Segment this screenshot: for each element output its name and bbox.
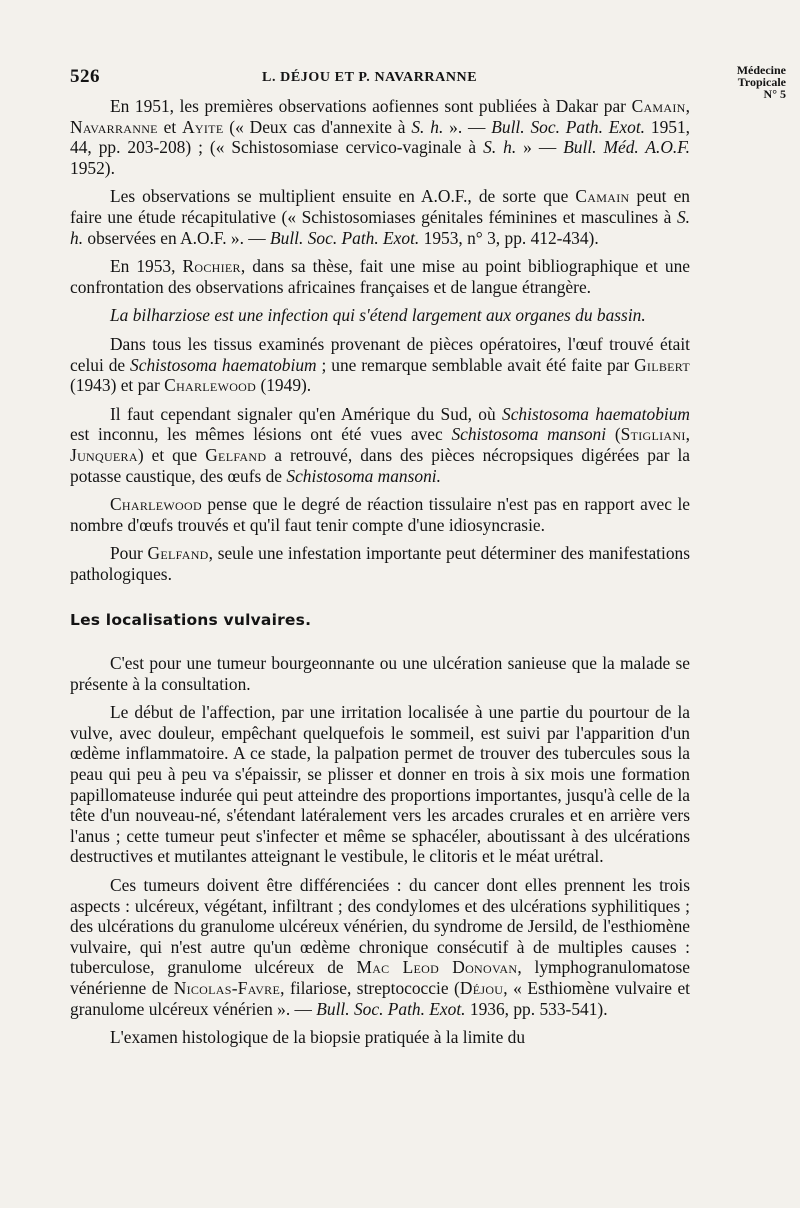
journal-citation: Bull. Soc. Path. Exot.: [316, 998, 466, 1019]
paragraph-italic-statement: La bilharziose est une infection qui s'étend largement aux organes du bassin.: [110, 305, 646, 326]
author-name: Camain: [631, 96, 686, 116]
author-name: Nicolas-Favre: [173, 977, 281, 998]
paragraph-differential-diagnosis: Ces tumeurs doivent être différenciées : du cancer dont elles prennent les trois aspects : ulcéreux, végétant, infiltrant ; des condylomes et des ulcérations syphilitiques ; des ulcérations du granulome ulcéreux vénérien, du syndrome de Jersild, de l'esthiomène vulvaire, qui n'est autre qu'un œdème chronique consécutif à de multiples causes : tuberculose, granulome ulcéreux de Mac Leod Donovan, lymphogranulomatose vénérienne de Nicolas-Favre, filariose, streptococcie (Déjou, « Esthiomène vulvaire et granulome ulcéreux vénérien ». — Bull. Soc. Path. Exot. 1936, pp. 533-541).: [70, 875, 691, 1019]
author-name: Charlewood: [110, 494, 202, 515]
journal-tag-line1: Médecine: [736, 63, 786, 77]
author-name: Rochier: [182, 256, 241, 277]
journal-citation: Bull. Soc. Path. Exot.: [491, 116, 646, 137]
italic-term: Schistosoma mansoni.: [286, 465, 441, 486]
section-heading: Les localisations vulvaires.: [70, 611, 312, 630]
author-name: Gelfand: [147, 543, 209, 564]
paragraph-rochier-thesis: En 1953, Rochier, dans sa thèse, fait une mise au point bibliographique et une confrontation des observations africaines françaises et de langue étrangère.: [70, 256, 690, 297]
italic-term: S. h.: [411, 116, 444, 137]
italic-term: Schistosoma haematobium: [502, 403, 690, 424]
italic-term: Schistosoma haematobium: [130, 354, 317, 375]
journal-citation: Bull. Méd. A.O.F.: [563, 137, 690, 158]
author-name: Ayite: [182, 116, 224, 137]
page-number: 526: [70, 66, 100, 87]
paragraph-histology: L'examen histologique de la biopsie pratiquée à la limite du: [110, 1027, 526, 1048]
italic-term: S. h.: [70, 206, 690, 248]
author-name: Gelfand: [205, 444, 267, 465]
paragraph-consultation: C'est pour une tumeur bourgeonnante ou une ulcération sanieuse que la malade se présente à la consultation.: [70, 653, 690, 694]
paragraph-south-america: Il faut cependant signaler qu'en Amérique du Sud, où Schistosoma haematobium est inconnu, les mêmes lésions ont été vues avec Schistosoma mansoni (Stigliani, Junquera) et que Gelfand a retrouvé, dans des pièces nécropsiques digérées par la potasse caustique, des œufs de Schistosoma mansoni.: [70, 403, 690, 486]
running-head-authors: L. DÉJOU ET P. NAVARRANNE: [262, 70, 478, 85]
italic-term: S. h.: [483, 137, 517, 158]
journal-citation: Bull. Soc. Path. Exot.: [270, 227, 420, 248]
author-name: Charlewood: [164, 375, 257, 396]
journal-tag: [706, 64, 786, 100]
paragraph-gelfand: Pour Gelfand, seule une infestation importante peut déterminer des manifestations pathologiques.: [70, 543, 690, 584]
journal-tag-line2: Tropicale: [737, 75, 786, 89]
author-name: Mac Leod Donovan: [356, 957, 518, 978]
author-name: Stigliani: [620, 424, 686, 445]
paragraph-disease-onset: Le début de l'affection, par une irritation localisée à une partie du pourtour de la vulve, avec douleur, empêchant quelquefois le sommeil, est suivi par l'apparition d'un œdème inflammatoire. A ce stade, la palpation permet de trouver des tubercules sous la peau qui peu à peu va s'épaissir, se plisser et donner en trois à six mois une formation papillomateuse indurée qui peut atteindre des proportions importantes, jusqu'à celle de la tête d'un nouveau-né, s'étendant latéralement vers les arcades crurales et en arrière vers l'anus ; cette tumeur peut s'infecter et même se sphacéler, aboutissant à des ulcérations destructives et mutilantes atteignant le vestibule, le clitoris et le méat urétral.: [70, 702, 690, 867]
body-text: [70, 96, 690, 1056]
paragraph-1951-dakar: En 1951, les premières observations aofiennes sont publiées à Dakar par Camain, Navarranne et Ayite (« Deux cas d'annexite à S. h. ». — Bull. Soc. Path. Exot. 1951, 44, pp. 203-208) ; (« Schistosomiase cervico-vaginale à S. h. » — Bull. Méd. A.O.F. 1952).: [70, 96, 691, 178]
journal-tag-issue: N° 5: [763, 87, 786, 101]
author-name: Gilbert: [634, 354, 691, 375]
paragraph-tissues-examined: Dans tous les tissus examinés provenant de pièces opératoires, l'œuf trouvé était celui de Schistosoma haematobium ; une remarque semblable avait été faite par Gilbert (1943) et par Charlewood (1949).: [70, 333, 691, 396]
author-name: Déjou: [459, 977, 504, 998]
author-name: Camain: [575, 186, 630, 207]
author-name: Navarranne: [70, 116, 158, 137]
paragraph-charlewood: Charlewood pense que le degré de réaction tissulaire n'est pas en rapport avec le nombre d'œufs trouvés et qu'il faut tenir compte d'une idiosyncrasie.: [70, 494, 690, 535]
italic-term: Schistosoma mansoni: [451, 424, 607, 445]
paragraph-aof-observations: Les observations se multiplient ensuite en A.O.F., de sorte que Camain peut en faire une étude récapitulative (« Schistosomiases génitales féminines et masculines à S. h. observées en A.O.F. ». — Bull. Soc. Path. Exot. 1953, n° 3, pp. 412-434).: [70, 186, 690, 248]
author-name: Junquera: [70, 444, 138, 465]
